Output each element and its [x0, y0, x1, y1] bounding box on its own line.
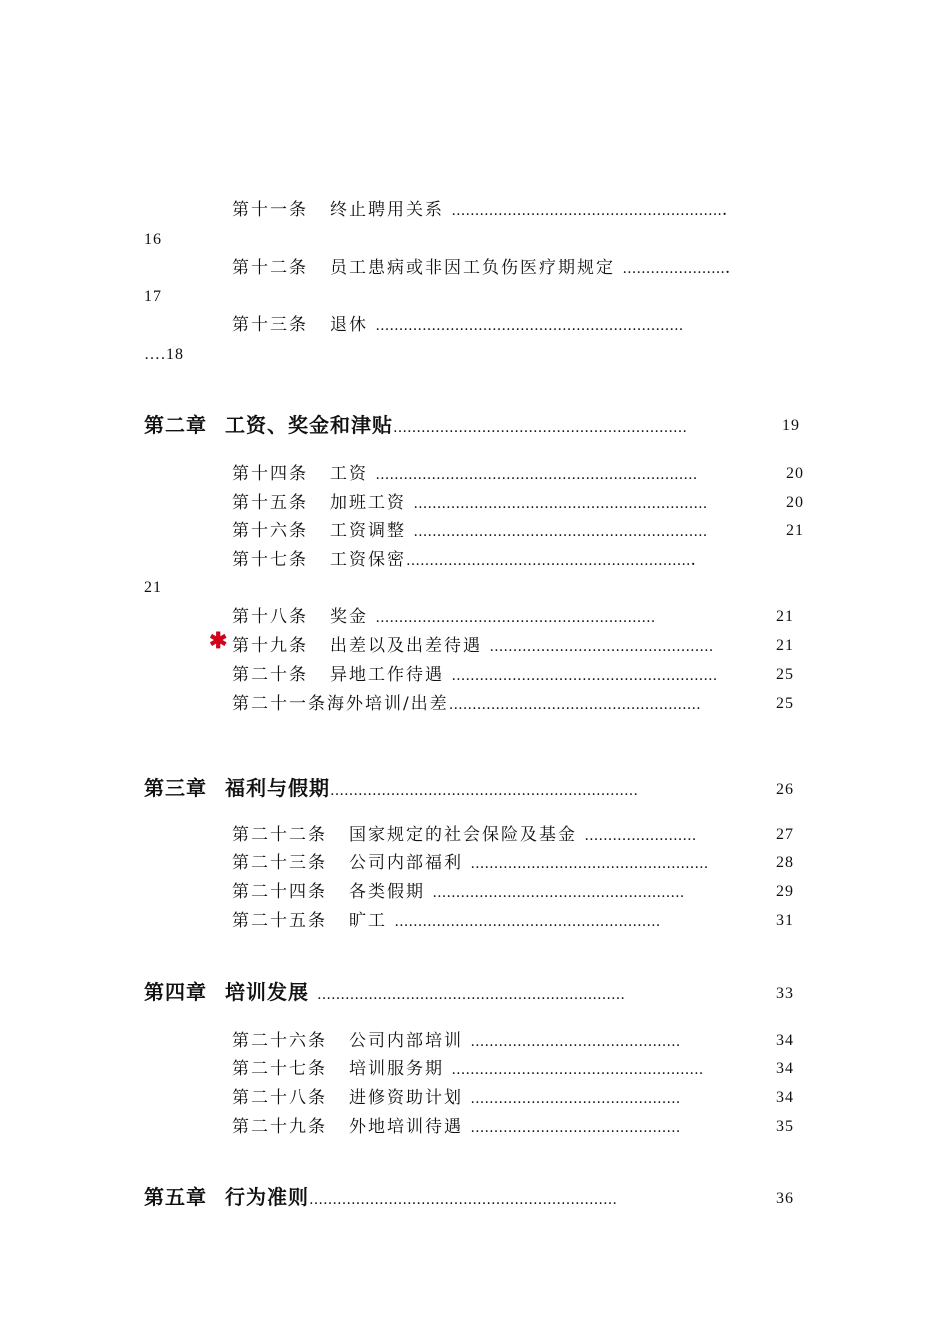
page-number: 25	[776, 695, 794, 712]
toc-entry-24[interactable]	[232, 882, 684, 903]
toc-entry-23[interactable]	[232, 853, 708, 874]
toc-entry-26[interactable]	[232, 1031, 680, 1052]
leader-dots: ………………………………………………	[432, 885, 685, 901]
chapter-title: 培训发展	[225, 980, 309, 1004]
article-title: 外地培训待遇	[349, 1117, 463, 1137]
leader-dots: ……………………	[584, 828, 697, 844]
page-number: 21	[776, 637, 794, 654]
leader-dots: …………………………………………………………	[330, 783, 638, 799]
toc-entry-17[interactable]	[232, 550, 698, 571]
leader-dots: …………………………………………………………	[309, 1192, 617, 1208]
chapter-5-heading[interactable]	[144, 1185, 617, 1212]
leader-dots: …………………………………………………………	[375, 318, 684, 334]
article-title: 退休	[330, 315, 368, 335]
article-title: 进修资助计划	[349, 1088, 463, 1108]
page-number: 17	[144, 288, 162, 305]
page-number: 16	[144, 231, 162, 248]
chapter-label: 第二章	[144, 413, 207, 437]
article-label: 第十八条	[232, 607, 308, 627]
toc-entry-13[interactable]	[232, 315, 683, 336]
toc-entry-21[interactable]	[232, 694, 701, 715]
leader-dots: …………………………………………………………	[316, 987, 625, 1003]
toc-entry-16[interactable]	[232, 521, 707, 542]
leader-dots: ………………………………………………………	[393, 420, 687, 436]
leader-dots: ………………………………………	[470, 1091, 681, 1107]
article-title: 公司内部福利	[349, 853, 463, 873]
article-label: 第十五条	[232, 493, 308, 513]
leader-dots: ………………………………………………	[448, 697, 701, 713]
article-label: 第二十一条	[232, 694, 327, 714]
article-title: 工资	[330, 464, 368, 484]
leader-dots: ……………………………………………………………	[375, 467, 698, 483]
toc-entry-27[interactable]	[232, 1059, 703, 1080]
leader-dots: …………………………………………………	[451, 668, 718, 684]
article-label: 第二十七条	[232, 1059, 327, 1079]
article-label: 第十二条	[232, 258, 308, 278]
article-title: 终止聘用关系	[330, 200, 444, 220]
article-label: 第十七条	[232, 550, 308, 570]
toc-entry-15[interactable]	[232, 493, 707, 514]
leader-dots: …………………………………………………	[394, 914, 661, 930]
chapter-2-heading[interactable]	[144, 413, 687, 440]
leader-dots: ………………………………………	[470, 1120, 681, 1136]
toc-entry-29[interactable]	[232, 1117, 680, 1138]
toc-entry-14[interactable]	[232, 464, 697, 485]
article-title: 旷工	[349, 911, 387, 931]
article-label: 第二十九条	[232, 1117, 327, 1137]
leader-dots: ………………………………………	[470, 1034, 681, 1050]
leader-dots: ……………………………………………	[470, 856, 709, 872]
page-number: 25	[776, 666, 794, 683]
article-label: 第二十五条	[232, 911, 327, 931]
page-number: 20	[786, 494, 804, 511]
article-label: 第十九条	[232, 636, 308, 656]
page-number: 21	[776, 608, 794, 625]
chapter-title: 工资、奖金和津贴	[225, 413, 393, 437]
article-title: 各类假期	[349, 882, 425, 902]
article-title: 海外培训/出差	[327, 694, 449, 714]
toc-entry-22[interactable]	[232, 825, 696, 846]
chapter-title: 行为准则	[225, 1185, 309, 1209]
toc-entry-28[interactable]	[232, 1088, 680, 1109]
article-label: 第二十二条	[232, 825, 327, 845]
leader-dots: …………………………………………………….	[406, 553, 691, 569]
article-label: 第二十条	[232, 665, 308, 685]
article-label: 第十一条	[232, 200, 308, 220]
page-number: 19	[782, 417, 800, 434]
page-number: 26	[776, 781, 794, 798]
page-number: 27	[776, 826, 794, 843]
article-title: 工资保密	[330, 550, 406, 570]
leader-dots: ………………………………………………………	[413, 496, 708, 512]
toc-entry-18[interactable]	[232, 607, 655, 628]
page-number: 20	[786, 465, 804, 482]
page-number: 36	[776, 1190, 794, 1207]
toc-entry-20[interactable]	[232, 665, 717, 686]
article-label: 第二十六条	[232, 1031, 327, 1051]
article-label: 第二十三条	[232, 853, 327, 873]
toc-entry-11[interactable]	[232, 200, 729, 221]
page-number: 33	[776, 985, 794, 1002]
page-number: 28	[776, 854, 794, 871]
article-title: 公司内部培训	[349, 1031, 463, 1051]
toc-entry-25[interactable]	[232, 911, 660, 932]
article-title: 出差以及出差待遇	[330, 636, 482, 656]
article-label: 第二十四条	[232, 882, 327, 902]
leader-tail: .	[721, 200, 730, 220]
page-number: 34	[776, 1089, 794, 1106]
article-title: 员工患病或非因工负伤医疗期规定	[330, 258, 615, 278]
chapter-label: 第四章	[144, 980, 207, 1004]
article-label: 第十四条	[232, 464, 308, 484]
article-label: 第十三条	[232, 315, 308, 335]
leader-dots: ………………….	[622, 261, 725, 277]
article-title: 奖金	[330, 607, 368, 627]
leader-dots: ………………………………………………	[451, 1062, 704, 1078]
page-number: 21	[144, 579, 162, 596]
page-number: ….18	[144, 346, 184, 363]
leader-dots: …………………………………………	[489, 639, 714, 655]
chapter-label: 第五章	[144, 1185, 207, 1209]
leader-tail: .	[690, 550, 698, 570]
leader-dots: ………………………………………………………	[413, 524, 708, 540]
page-number: 34	[776, 1060, 794, 1077]
asterisk-marker-icon: ✱	[209, 628, 228, 654]
chapter-label: 第三章	[144, 776, 207, 800]
article-title: 国家规定的社会保险及基金	[349, 825, 577, 845]
page-number: 29	[776, 883, 794, 900]
toc-entry-12[interactable]	[232, 258, 732, 279]
leader-dots: ……………………………………………………	[375, 610, 656, 626]
article-label: 第二十八条	[232, 1088, 327, 1108]
article-title: 加班工资	[330, 493, 406, 513]
chapter-3-heading[interactable]	[144, 776, 638, 803]
page-number: 21	[786, 522, 804, 539]
article-title: 工资调整	[330, 521, 406, 541]
article-label: 第十六条	[232, 521, 308, 541]
article-title: 培训服务期	[349, 1059, 444, 1079]
leader-tail: .	[724, 258, 733, 278]
article-title: 异地工作待遇	[330, 665, 444, 685]
page-number: 31	[776, 912, 794, 929]
chapter-title: 福利与假期	[225, 776, 330, 800]
page-number: 34	[776, 1032, 794, 1049]
leader-dots: ………………………………………………….	[451, 203, 722, 219]
chapter-4-heading[interactable]	[144, 980, 625, 1007]
page-number: 35	[776, 1118, 794, 1135]
toc-entry-19[interactable]	[232, 636, 713, 657]
